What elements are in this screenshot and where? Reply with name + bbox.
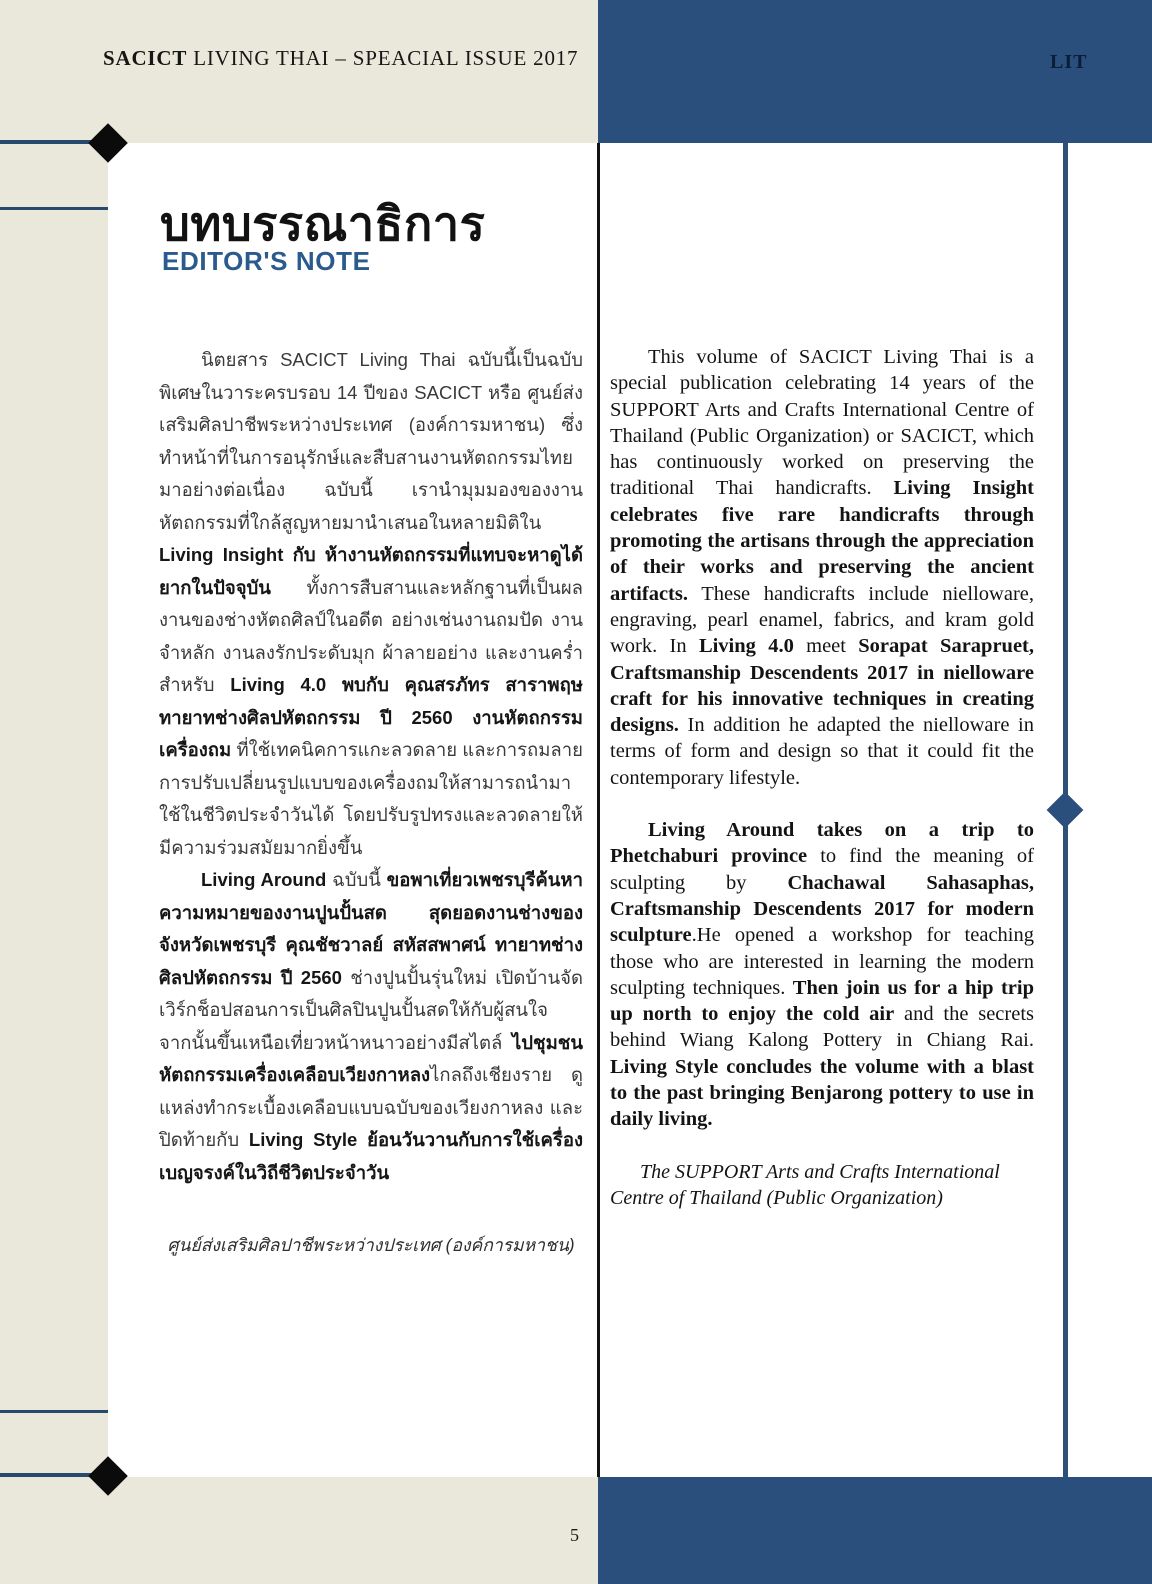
bottom-left-rule — [0, 1410, 108, 1413]
section-title-english: EDITOR'S NOTE — [162, 246, 371, 276]
english-paragraph: Living Around takes on a trip to Phetchaburi province to find the meaning of sculpting by Chachawal Sahasaphas, Craftsmanship Descendents 2017 for modern sculpture.He opened a workshop for teaching those who are interested in learning the modern sculpting techniques. Then join us for a hip trip up north to enjoy the cold air and the secrets behind Wiang Kalong Pottery in Chiang Rai. Living Style concludes the volume with a blast to the past bringing Benjarong pottery to use in daily living. — [610, 819, 1035, 1131]
english-signature: The SUPPORT Arts and Crafts International Centre of Thailand (Public Organization) — [610, 1160, 1000, 1209]
left-margin-strip — [0, 143, 108, 1477]
bottom-cream-band — [0, 1477, 598, 1584]
header-issue-title: LIVING THAI – SPEACIAL ISSUE 2017 — [187, 46, 579, 70]
bottom-navy-block — [598, 1477, 1152, 1584]
diamond-ornament-right-icon — [1047, 792, 1084, 829]
top-left-rule-2 — [0, 207, 108, 210]
top-header-band — [0, 0, 598, 143]
column-divider-line — [597, 143, 600, 1477]
thai-paragraph: Living Around ฉบับนี้ ขอพาเที่ยวเพชรบุรีค้นหาความหมายของงานปูนปั้นสด สุดยอดงานช่างของจังหวัดเพชรบุรี คุณชัชวาลย์ สหัสสพาศน์ ทายาทช่างศิลปหัตถกรรม ปี 2560 ช่างปูนปั้นรุ่นใหม่ เปิดบ้านจัดเวิร์กช็อปสอนการเป็นศิลปินปูนปั้นสดให้กับผู้สนใจ จากนั้นขึ้นเหนือเที่ยวหน้าหนาวอย่างมีสไตล์ ไปชุมชนหัตถกรรมเครื่องเคลือบเวียงกาหลงไกลถึงเชียงราย ดูแหล่งทำกระเบื้องเคลือบแบบฉบับของเวียงกาหลง และปิดท้ายกับ Living Style ย้อนวันวานกับการใช้เครื่องเบญจรงค์ในวิถีชีวิตประจำวัน — [159, 869, 584, 1183]
running-header — [103, 46, 578, 71]
top-left-rule — [0, 140, 96, 144]
header-brand: SACICT — [103, 46, 188, 70]
thai-text-column — [159, 344, 583, 1262]
english-paragraph: This volume of SACICT Living Thai is a special publication celebrating 14 years of the SUPPORT Arts and Crafts International Centre of Thailand (Public Organization) or SACICT, which has continuously worked on preserving the traditional Thai handicrafts. Living Insight celebrates five rare handicrafts through promoting the artisans through the appreciation of their works and preserving the ancient artifacts. These handicrafts include nielloware, engraving, pearl enamel, fabrics, and kram gold work. In Living 4.0 meet Sorapat Sarapruet, Craftsmanship Descendents 2017 in nielloware craft for his innovative techniques in creating designs. In addition he adapted the nielloware in terms of form and design so that it could fit the contemporary lifestyle. — [610, 346, 1034, 789]
section-title-thai: บทบรรณาธิการ — [160, 197, 486, 250]
page-number: 5 — [570, 1525, 579, 1545]
thai-paragraph: นิตยสาร SACICT Living Thai ฉบับนี้เป็นฉบับพิเศษในวาระครบรอบ 14 ปีของ SACICT หรือ ศูนย์ส่งเสริมศิลปาชีพระหว่างประเทศ (องค์การมหาชน) ซึ่งทำหน้าที่ในการอนุรักษ์และสืบสานงานหัตถกรรมไทยมาอย่างต่อเนื่อง ฉบับนี้ เรานำมุมมองของงานหัตถกรรมที่ใกล้สูญหายมานำเสนอในหลายมิติใน Living Insight กับ ห้างานหัตถกรรมที่แทบจะหาดูได้ยากในปัจจุบัน ทั้งการสืบสานและหลักฐานที่เป็นผลงานของช่างหัตถศิลป์ในอดีต อย่างเช่นงานถมปัด งานจำหลัก งานลงรักประดับมุก ผ้าลายอย่าง และงานคร่ำ สำหรับ Living 4.0 พบกับ คุณสรภัทร สาราพฤษ ทายาทช่างศิลปหัตถกรรม ปี 2560 งานหัตถกรรมเครื่องถม ที่ใช้เทคนิคการแกะลวดลาย และการถมลาย การปรับเปลี่ยนรูปแบบของเครื่องถมให้สามารถนำมาใช้ในชีวิตประจำวันได้ โดยปรับรูปทรงและลวดลายให้มีความร่วมสมัยมากยิ่งขึ้น — [159, 349, 583, 858]
english-text-column — [610, 344, 1034, 1211]
bottom-left-rule-2 — [0, 1473, 96, 1477]
corner-mark: LIT — [1050, 51, 1088, 73]
thai-signature: ศูนย์ส่งเสริมศิลปาชีพระหว่างประเทศ (องค์การมหาชน) — [167, 1235, 575, 1255]
